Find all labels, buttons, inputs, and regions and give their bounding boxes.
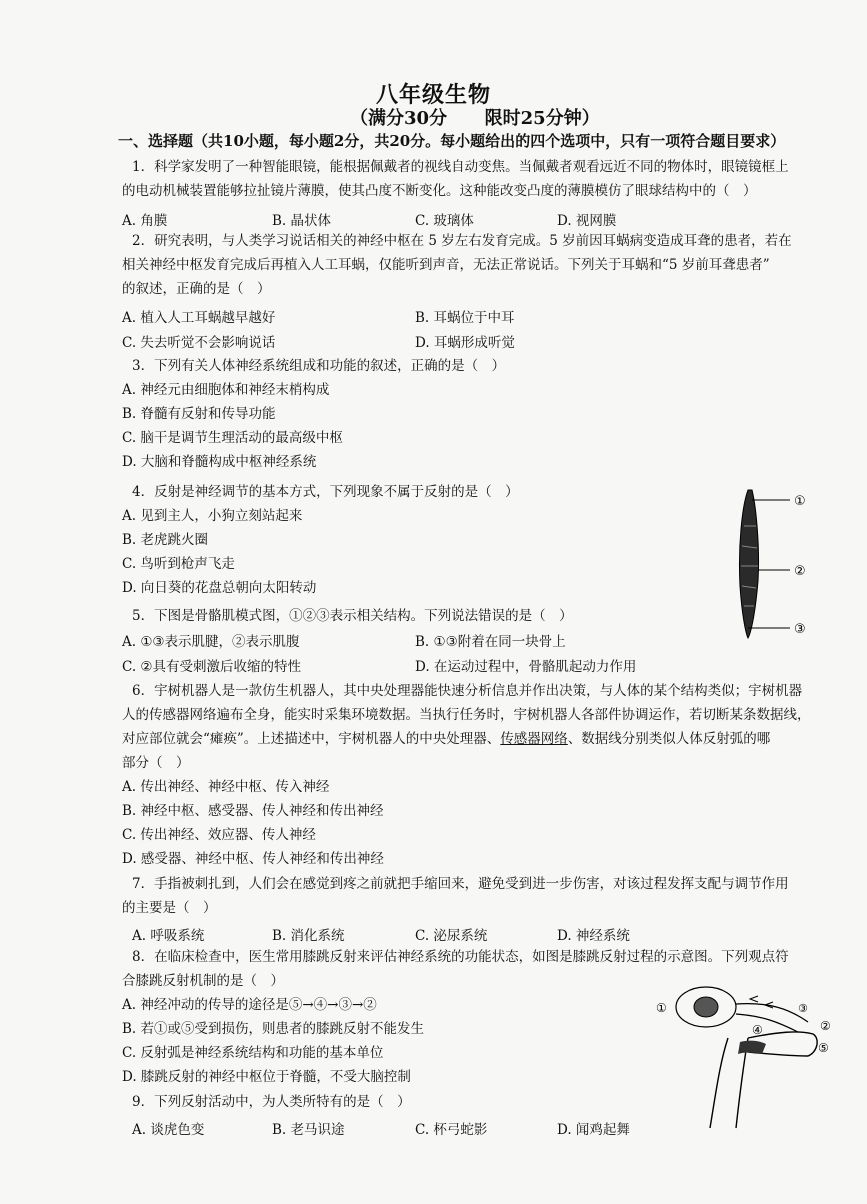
q5-option-a: A. ①③表示肌腱，②表示肌腹 [122,634,300,650]
q6-option-c: C. 传出神经、效应器、传人神经 [122,827,316,843]
reflex-label-1: ① [656,1001,667,1015]
q4-option-b: B. 老虎跳火圈 [122,532,209,548]
q2-option-b: B. 耳蜗位于中耳 [415,310,515,326]
q1-option-a: A. 角膜 [122,213,168,229]
q8-stem-line1: 8．在临床检查中，医生常用膝跳反射来评估神经系统的功能状态，如图是膝跳反射过程的示意图。下列观点符 [132,949,789,965]
q3-option-a: A. 神经元由细胞体和神经末梢构成 [122,382,330,398]
question-5 [122,604,842,628]
q9-stem: 9．下列反射活动中，为人类所特有的是（ ） [132,1094,411,1110]
q1-option-c: C. 玻璃体 [415,213,474,229]
q2-option-a: A. 植入人工耳蜗越早越好 [122,310,276,326]
question-1 [122,155,842,203]
muscle-label-1: ① [794,494,806,509]
q7-option-a: A. 呼吸系统 [132,928,205,944]
q7-option-b: B. 消化系统 [272,928,345,944]
reflex-label-4: ④ [752,1023,763,1037]
page-subtitle: （满分30分 限时25分钟） [350,108,600,129]
section-heading: 一、选择题（共10小题，每小题2分，共20分。每小题给出的四个选项中，只有一项符合题目要求） [118,132,786,150]
q7-stem-line2: 的主要是（ ） [122,900,217,916]
q8-option-b: B. 若①或⑤受到损伤，则患者的膝跳反射不能发生 [122,1021,425,1037]
q6-stem-line3-underlined: 传感器网络 [500,731,568,747]
muscle-label-3: ③ [794,622,806,637]
question-2 [122,229,842,301]
reflex-label-3: ③ [798,1002,808,1015]
q9-option-b: B. 老马识途 [272,1122,345,1138]
q4-option-c: C. 鸟听到枪声飞走 [122,556,235,572]
page-title: 八年级生物 [375,82,491,108]
q1-option-d: D. 视网膜 [557,213,617,229]
reflex-label-5: ⑤ [818,1041,829,1055]
q3-option-c: C. 脑干是调节生理活动的最高级中枢 [122,430,343,446]
q5-option-d: D. 在运动过程中，骨骼肌起动力作用 [415,659,637,675]
q2-option-c: C. 失去听觉不会影响说话 [122,335,276,351]
q5-option-b: B. ①③附着在同一块骨上 [415,634,566,650]
q8-stem-line2: 合膝跳反射机制的是（ ） [122,973,284,989]
q1-stem-line1: 1．科学家发明了一种智能眼镜，能根据佩戴者的视线自动变焦。当佩戴者观看远近不同的物体时，眼镜镜框上 [132,159,789,175]
q2-option-d: D. 耳蜗形成听觉 [415,335,515,351]
q3-option-d: D. 大脑和脊髓构成中枢神经系统 [122,454,317,470]
q3-stem: 3．下列有关人体神经系统组成和功能的叙述，正确的是（ ） [132,358,506,374]
q9-option-a: A. 谈虎色变 [132,1122,205,1138]
q2-stem-line2: 相关神经中枢发育完成后再植入人工耳蜗，仅能听到声音，无法正常说话。下列关于耳蜗和“5 岁前耳聋患者” [122,257,770,273]
q7-option-d: D. 神经系统 [557,928,630,944]
q6-option-b: B. 神经中枢、感受器、传人神经和传出神经 [122,803,384,819]
q6-stem-line3-c: 、数据线分别类似人体反射弧的哪 [567,731,771,747]
q6-stem-line3-a: 对应部位就会“瘫痪”。上述描述中，宇树机器人的中央处理器、 [122,731,501,747]
q4-stem: 4．反射是神经调节的基本方式，下列现象不属于反射的是（ ） [132,484,519,500]
q6-stem-line2: 人的传感器网络遍布全身，能实时采集环境数据。当执行任务时，宇树机器人各部件协调运作，若切断某条数据线， [122,707,811,723]
q6-option-d: D. 感受器、神经中枢、传人神经和传出神经 [122,851,384,867]
q6-stem-line3 [122,727,842,751]
q8-option-d: D. 膝跳反射的神经中枢位于脊髓，不受大脑控制 [122,1069,411,1085]
q6-stem-line1: 6．宇树机器人是一款仿生机器人，其中央处理器能快速分析信息并作出决策，与人体的某个结构类似；宇树机器 [132,683,803,699]
reflex-label-2: ② [820,1019,831,1033]
q2-stem-line1: 2．研究表明，与人类学习说话相关的神经中枢在 5 岁左右发育完成。5 岁前因耳蜗病变造成耳聋的患者，若在 [132,233,792,249]
q7-stem-line1: 7．手指被刺扎到，人们会在感觉到疼之前就把手缩回来，避免受到进一步伤害，对该过程发挥支配与调节作用 [132,876,789,892]
muscle-label-2: ② [794,564,806,579]
q4-option-d: D. 向日葵的花盘总朝向太阳转动 [122,580,317,596]
q6-option-a: A. 传出神经、神经中枢、传入神经 [122,779,330,795]
q5-stem: 5．下图是骨骼肌模式图，①②③表示相关结构。下列说法错误的是（ ） [132,608,573,624]
q2-stem-line3: 的叙述，正确的是（ ） [122,281,271,297]
q3-option-b: B. 脊髓有反射和传导功能 [122,406,276,422]
q7-option-c: C. 泌尿系统 [415,928,488,944]
question-7 [122,872,842,920]
q5-option-c: C. ②具有受刺激后收缩的特性 [122,659,302,675]
q9-option-c: C. 杯弓蛇影 [415,1122,488,1138]
question-6 [122,679,842,871]
q8-option-a: A. 神经冲动的传导的途径是⑤→④→③→② [122,997,377,1013]
q1-stem-line2: 的电动机械装置能够拉扯镜片薄膜，使其凸度不断变化。这种能改变凸度的薄膜模仿了眼球结构中的（ ） [122,183,757,199]
q6-stem-line4: 部分（ ） [122,755,190,771]
question-3 [122,354,842,474]
q1-option-b: B. 晶状体 [272,213,332,229]
q9-option-d: D. 闻鸡起舞 [557,1122,630,1138]
q8-option-c: C. 反射弧是神经系统结构和功能的基本单位 [122,1045,384,1061]
q4-option-a: A. 见到主人，小狗立刻站起来 [122,508,303,524]
question-9 [122,1090,842,1114]
